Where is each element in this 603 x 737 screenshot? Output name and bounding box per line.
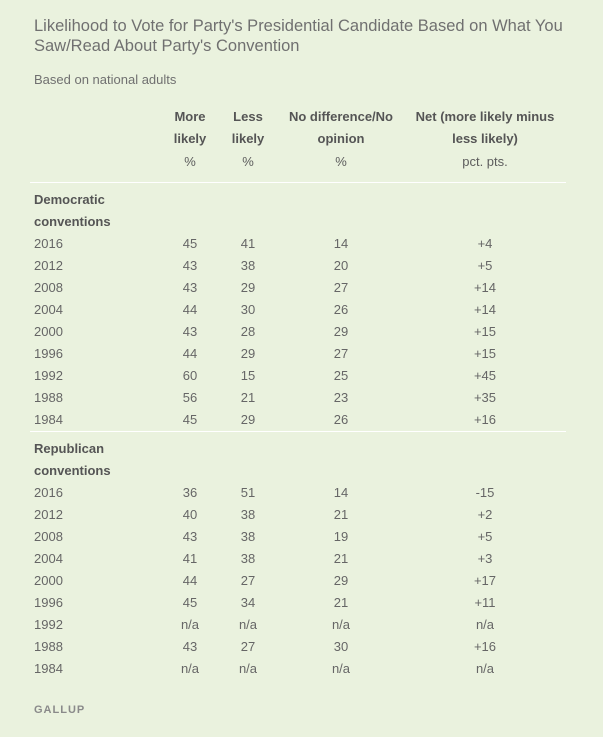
table-row (30, 233, 566, 255)
cell-less-likely: n/a (238, 617, 258, 632)
row-year: 2012 (34, 258, 63, 273)
cell-less-likely: 29 (240, 346, 256, 361)
header-no-difference: No difference/No opinion (288, 109, 393, 146)
cell-more-likely: n/a (180, 661, 200, 676)
cell-more-likely: 43 (182, 639, 198, 654)
cell-less-likely: 38 (240, 529, 256, 544)
section-empty-cell (162, 432, 218, 483)
cell-no-difference: 30 (333, 639, 349, 654)
row-year: 2000 (34, 573, 63, 588)
section-header-row (30, 432, 566, 483)
table-row (30, 636, 566, 658)
cell-less-likely: 15 (240, 368, 256, 383)
cell-no-difference: 14 (333, 236, 349, 251)
cell-no-difference: 27 (333, 346, 349, 361)
cell-net: -15 (475, 485, 495, 500)
cell-net: +14 (473, 280, 497, 295)
cell-less-likely: 27 (240, 573, 256, 588)
cell-no-difference: 19 (333, 529, 349, 544)
cell-no-difference: n/a (331, 617, 351, 632)
cell-more-likely: 41 (182, 551, 198, 566)
cell-net: +15 (473, 346, 497, 361)
table-row (30, 365, 566, 387)
cell-net: +35 (473, 390, 497, 405)
row-year: 1984 (34, 412, 63, 427)
cell-more-likely: 45 (182, 236, 198, 251)
unit-more-likely: % (184, 154, 196, 169)
cell-more-likely: 40 (182, 507, 198, 522)
cell-no-difference: 21 (333, 551, 349, 566)
header-more-likely: More likely (173, 109, 207, 146)
table-row (30, 526, 566, 548)
cell-no-difference: 29 (333, 324, 349, 339)
header-year (30, 106, 162, 150)
section-empty-cell (218, 432, 278, 483)
unit-blank (30, 150, 162, 183)
cell-net: +2 (477, 507, 493, 522)
section-empty-cell (278, 432, 404, 483)
row-year: 2000 (34, 324, 63, 339)
cell-less-likely: 27 (240, 639, 256, 654)
cell-no-difference: 25 (333, 368, 349, 383)
cell-more-likely: 43 (182, 529, 198, 544)
cell-less-likely: 38 (240, 258, 256, 273)
cell-less-likely: 29 (240, 280, 256, 295)
row-year: 1992 (34, 617, 63, 632)
row-year: 1988 (34, 390, 63, 405)
header-net: Net (more likely minus less likely) (415, 109, 555, 146)
cell-no-difference: 26 (333, 412, 349, 427)
section-empty-cell (404, 183, 566, 234)
table-row (30, 614, 566, 636)
table-row (30, 570, 566, 592)
cell-net: +5 (477, 258, 493, 273)
cell-no-difference: 29 (333, 573, 349, 588)
cell-net: +11 (474, 595, 496, 610)
unit-row (30, 150, 566, 183)
cell-net: +16 (473, 412, 497, 427)
row-year: 2012 (34, 507, 63, 522)
row-year: 2004 (34, 551, 63, 566)
cell-more-likely: 36 (182, 485, 198, 500)
row-year: 2004 (34, 302, 63, 317)
cell-net: +5 (477, 529, 493, 544)
table-row (30, 343, 566, 365)
table-row (30, 387, 566, 409)
cell-net: +14 (473, 302, 497, 317)
table-row (30, 482, 566, 504)
section-label: Democratic conventions (34, 192, 111, 229)
cell-more-likely: 44 (182, 346, 198, 361)
table-row (30, 592, 566, 614)
cell-less-likely: 30 (240, 302, 256, 317)
cell-more-likely: 60 (182, 368, 198, 383)
cell-net: +3 (477, 551, 493, 566)
cell-no-difference: 23 (333, 390, 349, 405)
cell-no-difference: 27 (333, 280, 349, 295)
cell-no-difference: 26 (333, 302, 349, 317)
unit-less-likely: % (242, 154, 254, 169)
cell-no-difference: 21 (333, 507, 349, 522)
row-year: 1988 (34, 639, 63, 654)
cell-more-likely: 43 (182, 280, 198, 295)
row-year: 1992 (34, 368, 63, 383)
cell-net: +16 (473, 639, 497, 654)
table-row (30, 409, 566, 432)
unit-no-difference: % (335, 154, 347, 169)
chart-subtitle: Based on national adults (34, 72, 177, 87)
cell-no-difference: 20 (333, 258, 349, 273)
row-year: 1996 (34, 346, 63, 361)
header-less-likely: Less likely (231, 109, 265, 146)
cell-no-difference: n/a (331, 661, 351, 676)
cell-net: +45 (473, 368, 497, 383)
cell-more-likely: 44 (182, 302, 198, 317)
gallup-logo: GALLUP (34, 704, 86, 716)
row-year: 2016 (34, 485, 63, 500)
row-year: 2008 (34, 529, 63, 544)
cell-less-likely: n/a (238, 661, 258, 676)
cell-more-likely: 43 (182, 324, 198, 339)
row-year: 2016 (34, 236, 63, 251)
cell-less-likely: 34 (240, 595, 256, 610)
table-row (30, 299, 566, 321)
section-empty-cell (218, 183, 278, 234)
cell-less-likely: 51 (240, 485, 256, 500)
row-year: 1996 (34, 595, 63, 610)
section-header-row (30, 183, 566, 234)
cell-net: n/a (475, 661, 495, 676)
table-row (30, 255, 566, 277)
table-row (30, 277, 566, 299)
cell-less-likely: 38 (240, 551, 256, 566)
section-empty-cell (162, 183, 218, 234)
cell-net: +4 (477, 236, 493, 251)
cell-no-difference: 14 (333, 485, 349, 500)
cell-more-likely: 45 (182, 595, 198, 610)
chart-title: Likelihood to Vote for Party's Presidential Candidate Based on What You Saw/Read About Party's Convention (34, 17, 563, 55)
header-row (30, 106, 566, 150)
table-row (30, 321, 566, 343)
row-year: 1984 (34, 661, 63, 676)
unit-net: pct. pts. (462, 154, 508, 169)
cell-less-likely: 41 (240, 236, 256, 251)
cell-net: n/a (475, 617, 495, 632)
cell-more-likely: 44 (182, 573, 198, 588)
section-empty-cell (278, 183, 404, 234)
section-label: Republican conventions (34, 441, 111, 478)
cell-less-likely: 29 (240, 412, 256, 427)
cell-less-likely: 28 (240, 324, 256, 339)
table-row (30, 504, 566, 526)
cell-net: +15 (473, 324, 497, 339)
table-row (30, 548, 566, 570)
cell-more-likely: 56 (182, 390, 198, 405)
row-year: 2008 (34, 280, 63, 295)
data-table (30, 106, 566, 680)
cell-less-likely: 21 (240, 390, 256, 405)
cell-more-likely: n/a (180, 617, 200, 632)
section-empty-cell (404, 432, 566, 483)
cell-less-likely: 38 (240, 507, 256, 522)
table-body (30, 183, 566, 681)
cell-more-likely: 45 (182, 412, 198, 427)
cell-net: +17 (473, 573, 497, 588)
cell-no-difference: 21 (333, 595, 349, 610)
cell-more-likely: 43 (182, 258, 198, 273)
table-row (30, 658, 566, 680)
